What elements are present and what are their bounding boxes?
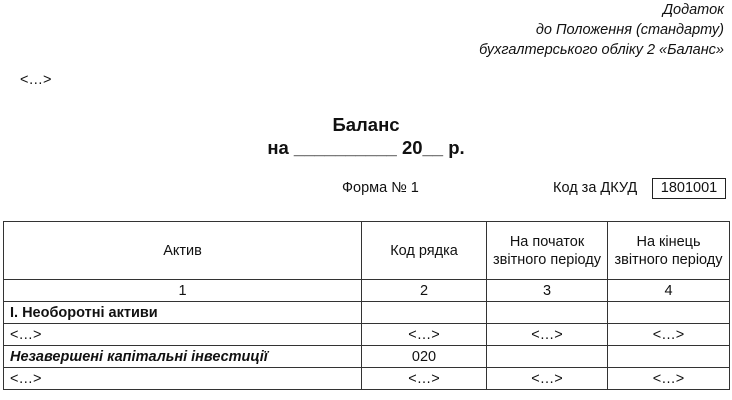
- table-row: [4, 346, 730, 368]
- period-end-cell: [608, 302, 730, 324]
- asset-cell: Незавершені капітальні інвестиції: [4, 346, 362, 368]
- asset-cell: <…>: [4, 368, 362, 390]
- column-number: 2: [362, 280, 487, 302]
- row-code-cell: <…>: [362, 368, 487, 390]
- table-row: [4, 302, 730, 324]
- header-period-start: На початок звітного періоду: [487, 222, 608, 280]
- appendix-note: [479, 0, 724, 60]
- appendix-line-3: бухгалтерського обліку 2 «Баланс»: [479, 42, 724, 58]
- form-number: Форма № 1: [342, 180, 419, 196]
- period-end-cell: [608, 346, 730, 368]
- period-end-cell: <…>: [608, 368, 730, 390]
- header-row-code: Код рядка: [362, 222, 487, 280]
- header-asset: Актив: [4, 222, 362, 280]
- period-end-cell: <…>: [608, 324, 730, 346]
- period-start-cell: <…>: [487, 324, 608, 346]
- dkud-code-box: 1801001: [652, 178, 726, 199]
- asset-cell: <…>: [4, 324, 362, 346]
- row-code-cell: <…>: [362, 324, 487, 346]
- table-row: [4, 324, 730, 346]
- document-date-line: на __________ 20__ р.: [267, 137, 465, 158]
- dkud-label: Код за ДКУД: [553, 180, 638, 196]
- section-heading-cell: І. Необоротні активи: [4, 302, 362, 324]
- document-title: Баланс: [332, 114, 400, 135]
- appendix-line-1: Додаток: [662, 2, 724, 18]
- column-number: 3: [487, 280, 608, 302]
- table-row: [4, 368, 730, 390]
- column-numbers-row: [4, 280, 730, 302]
- balance-table: [3, 221, 730, 390]
- column-number: 4: [608, 280, 730, 302]
- table-header-row: [4, 222, 730, 280]
- row-code-cell: [362, 302, 487, 324]
- column-number: 1: [4, 280, 362, 302]
- header-period-end: На кінець звітного періоду: [608, 222, 730, 280]
- row-code-cell: 020: [362, 346, 487, 368]
- period-start-cell: <…>: [487, 368, 608, 390]
- omitted-text-marker: <…>: [20, 72, 52, 88]
- appendix-line-2: до Положення (стандарту): [535, 22, 724, 38]
- period-start-cell: [487, 302, 608, 324]
- period-start-cell: [487, 346, 608, 368]
